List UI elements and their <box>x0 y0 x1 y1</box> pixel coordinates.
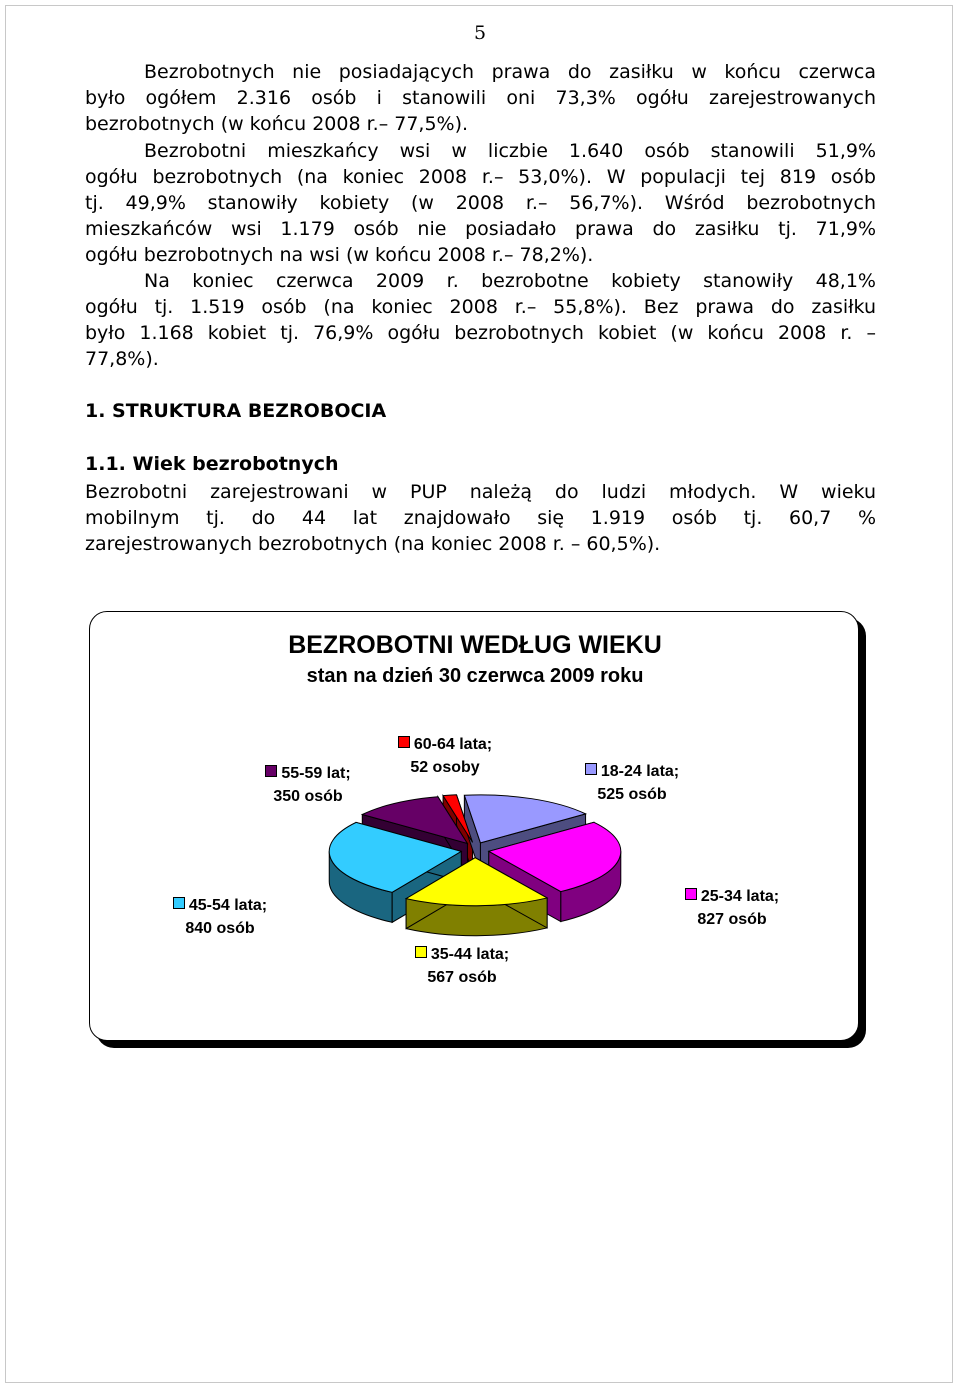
text-line: Bezrobotni zarejestrowani w PUP należą do ludzi młodych. W wieku <box>85 481 876 503</box>
pie-label-value: 827 osób <box>697 911 767 928</box>
text-line: Na koniec czerwca 2009 r. bezrobotne kobiety stanowiły 48,1% <box>144 270 876 292</box>
legend-swatch-55-59 <box>265 765 277 777</box>
legend-swatch-18-24 <box>585 763 597 775</box>
pie-label-text: 45-54 lata; <box>188 897 268 914</box>
text-line: zarejestrowanych bezrobotnych (na koniec 2008 r. – 60,5%). <box>85 533 661 555</box>
text-line: było ogółem 2.316 osób i stanowili oni 73,3% ogółu zarejestrowanych <box>85 87 876 109</box>
chart-box <box>89 611 859 1041</box>
pie-label-value: 525 osób <box>597 786 667 803</box>
page-number: 5 <box>474 22 487 44</box>
text-line: ogółu tj. 1.519 osób (na koniec 2008 r.– 55,8%). Bez prawa do zasiłku <box>85 296 876 318</box>
pie-label-60-64 <box>375 733 515 779</box>
pie-label-text: 18-24 lata; <box>600 763 680 780</box>
pie-label-45-54 <box>150 894 290 940</box>
text-line: mobilnym tj. do 44 lat znajdowało się 1.919 osób tj. 60,7 % <box>85 507 876 529</box>
text-line: ogółu bezrobotnych (na koniec 2008 r.– 53,0%). W populacji tej 819 osób <box>85 166 876 188</box>
pie-label-value: 567 osób <box>427 969 497 986</box>
chart-subtitle: stan na dzień 30 czerwca 2009 roku <box>306 665 644 687</box>
pie-label-value: 840 osób <box>185 920 255 937</box>
legend-swatch-25-34 <box>685 888 697 900</box>
pie-label-text: 60-64 lata; <box>413 736 493 753</box>
text-line: było 1.168 kobiet tj. 76,9% ogółu bezrobotnych kobiet (w końcu 2008 r. – <box>85 322 876 344</box>
pie-label-text: 25-34 lata; <box>700 888 780 905</box>
pie-label-25-34 <box>664 885 800 931</box>
text-line: mieszkańców wsi 1.179 osób nie posiadało prawa do zasiłku tj. 71,9% <box>85 218 876 240</box>
paragraph-4 <box>85 479 876 557</box>
pie-label-55-59 <box>238 762 378 808</box>
legend-swatch-60-64 <box>398 736 410 748</box>
pie-label-text: 35-44 lata; <box>430 946 510 963</box>
paragraph-1 <box>85 59 876 137</box>
text-line: Bezrobotni mieszkańcy wsi w liczbie 1.640 osób stanowili 51,9% <box>144 140 876 162</box>
pie-label-18-24 <box>562 760 702 806</box>
text-line: 77,8%). <box>85 348 159 370</box>
legend-swatch-45-54 <box>173 897 185 909</box>
text-line: bezrobotnych (w końcu 2008 r.– 77,5%). <box>85 113 469 135</box>
pie-label-text: 55-59 lat; <box>281 765 351 782</box>
paragraph-2 <box>85 138 876 268</box>
section-heading: 1. STRUKTURA BEZROBOCIA <box>85 400 387 422</box>
pie-label-value: 52 osoby <box>410 759 480 776</box>
subsection-heading: 1.1. Wiek bezrobotnych <box>85 453 339 475</box>
text-line: ogółu bezrobotnych na wsi (w końcu 2008 r.– 78,2%). <box>85 244 594 266</box>
legend-swatch-35-44 <box>415 946 427 958</box>
text-line: Bezrobotnych nie posiadających prawa do zasiłku w końcu czerwca <box>144 61 876 83</box>
paragraph-3 <box>85 268 876 372</box>
chart-title: BEZROBOTNI WEDŁUG WIEKU <box>288 631 662 659</box>
pie-label-35-44 <box>392 943 532 989</box>
text-line: tj. 49,9% stanowiły kobiety (w 2008 r.– 56,7%). Wśród bezrobotnych <box>85 192 876 214</box>
pie-label-value: 350 osób <box>273 788 343 805</box>
